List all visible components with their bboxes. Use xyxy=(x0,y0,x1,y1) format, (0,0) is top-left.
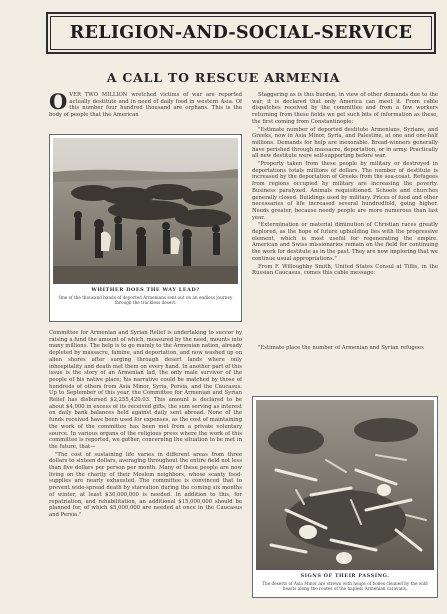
photo2-caption-title: SIGNS OF THEIR PASSING. xyxy=(300,573,390,579)
intro-text: VER TWO MILLION wretched victims of war are reported actually destitute and in need of daily food in western Asia. Of this number four hundred thousand are orphans. This is the body of people that the American xyxy=(49,92,242,119)
photo1-caption-text: One of the thousand bands of deported Armenians sent out on an endless journey through the trackless desert. xyxy=(58,295,233,306)
right-column xyxy=(252,92,438,370)
left-paragraph-2: "The cost of sustaining life varies in different areas from three dollars to sixteen dollars, averaging throughout the entire field not less than five dollars per person per month. Many of these people are now living on the charity of their Moslem neighbors, whose scanty food-supplies are nearly exhausted. The committee is convinced that to prevent wide-spread death by starvation during the coming six months of winter, at least $30,000,000 is needed. In addition to this, for repatriation, and rehabilitation, an additional $15,000,000 should be planned for, of which $5,000,000 are needed at once in the Caucasus and Persia." xyxy=(49,451,242,518)
right-paragraph-4: "Extermination or material diminution of Christian races greatly deplored, as the hope of future upbuilding lies with the progressive element, which is most useful for regenerating the empire. American and Swiss missionaries remain on the field for continuing the work for destitute as in the past. They are now imploring that we continue usual appropriations." xyxy=(252,222,438,262)
drop-cap: O xyxy=(49,92,68,114)
article-headline: A CALL TO RESCUE ARMENIA xyxy=(106,70,341,85)
right-paragraph-5: From F. Willoughby Smith, United States Consul at Tiflis, in the Russian Caucasus, comes this cable message: xyxy=(252,263,438,277)
photo2-caption-text: The deserts of Asia Minor are strewn with heaps of bones cleaned by the wild beasts along the routes of the hapless Armenian caravans. xyxy=(262,581,428,592)
section-title: RELIGION-AND-SOCIAL-SERVICE xyxy=(69,23,413,43)
deportation-photo-image xyxy=(53,138,238,284)
right-paragraph-2: "Estimate number of deported destitute Armenians, Syrians, and Greeks, now in Asia Minor, Syria, and Palestine, at one and one-half millions. Demands for help are inexorable. Bread-winners generally have perished through massacre, deportation, or in army. Practically all new destitute were self-supporting before war. xyxy=(252,126,438,160)
right-paragraph-3: "Property taken from these people by military or destroyed in deportations totals millions of dollars. The number of destitute is increased by the deportation of Greeks from the sea-coast. Refugees from regions occupied by military are increasing the poverty. Business paralyzed. Animals requisitioned. Schools and churches generally closed. Buildings used by military. Prices of food and other necessaries of life increased several hundredfold, going higher. Needs greater, because needy people are more numerous than last year. xyxy=(252,161,438,221)
intro-paragraph xyxy=(49,92,242,119)
section-banner xyxy=(46,12,436,54)
right-paragraph-1: Staggering as is this burden, in view of other demands due to the war, it is declared that only America can meet it. From cable dispatches received by the committee and from a few workers returning from these fields we get such bits of information as these, the first coming from Constantinople: xyxy=(252,92,438,125)
bones-photo-image xyxy=(256,400,434,570)
bones-photo xyxy=(252,396,438,598)
left-paragraph-1: Committee for Armenian and Syrian Relief is undertaking to succor by raising a fund the amount of which, measured by the need, mounts into many millions. The help is to go mainly to the Armenian nation, already depleted by massacre, famine, and deportation, and now washed up on alien shores after surging through desert lands where only inhospitality and death met them on every hand. In another part of this issue is the story of an Armenian lad, the only male survivor of the people of his native place; his narrative could be matched by those of hundreds of others from Asia Minor, Syria, Persia, and the Caucasus. Up to September of this year, the Committee for Armenian and Syrian Relief has disbursed $2,255,420.03. This amount is declared to be about $4,000 in excess of its received gifts, the sum serving as interest on daily bank balances held against daily sent abroad. None of the funds received have been used for expenses, as the cost of maintaining the work of the committee has been met from a private voluntary source. In various organs of the religious press where the work of this committee is reported, we gather, concerning the situation to be met in the future, that— xyxy=(49,330,242,450)
banner-inner-frame xyxy=(50,16,432,50)
intro-column xyxy=(49,92,242,130)
left-column xyxy=(49,330,242,592)
deportation-photo xyxy=(49,134,242,322)
photo1-caption-title: WHITHER DOES THE WAY LEAD? xyxy=(91,287,200,293)
consul-cable-text: "Estimate place the number of Armenian and Syrian refugees xyxy=(258,345,424,351)
consul-cable-column xyxy=(252,345,438,387)
